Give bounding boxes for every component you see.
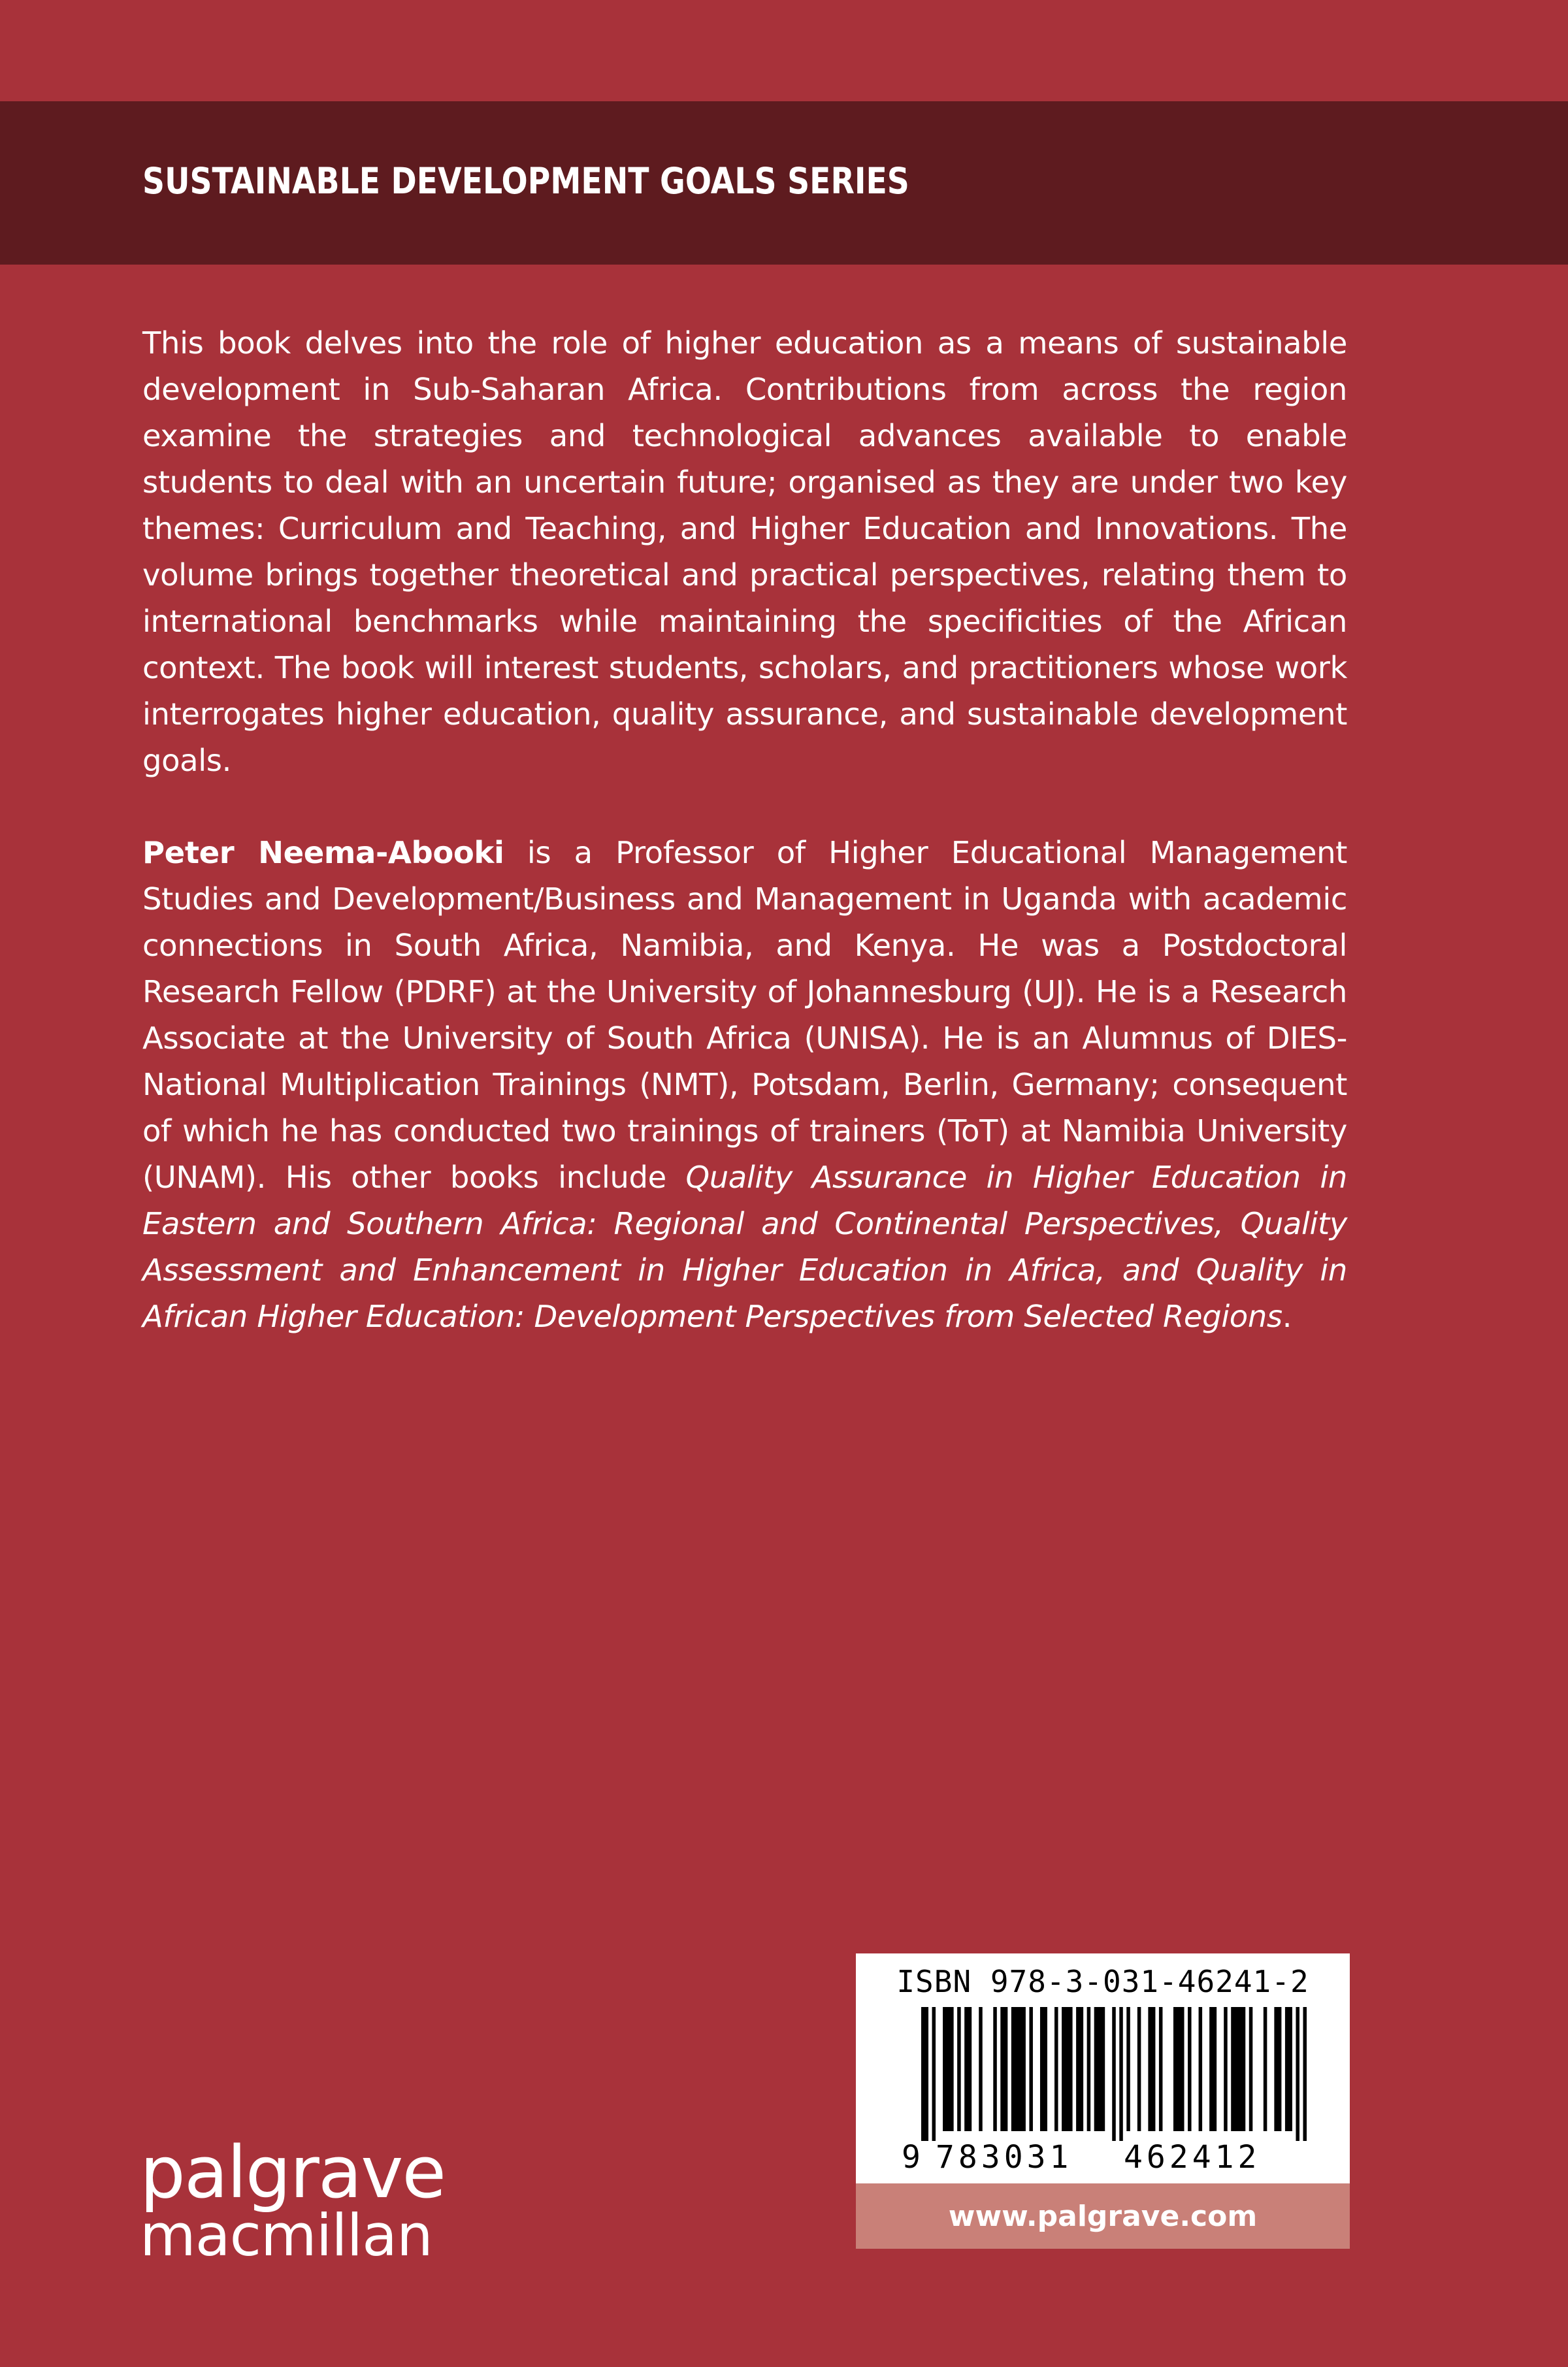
barcode-bar	[1011, 2007, 1026, 2131]
book-description: This book delves into the role of higher education as a means of sustainable development in Sub-Saharan Africa. Contributions from across the region examine the strategies and technological advances available to enable students to deal with an uncertain future; organised as they are under two key themes: Curriculum and Teaching, and Higher Education and Innovations. The volume brings together theoretical and practical perspectives, relating them to international benchmarks while maintaining the specificities of the African context. The book will interest students, scholars, and practitioners whose work interrogates higher education, quality assurance, and sustainable development goals.	[142, 325, 1347, 778]
barcode-bar	[932, 2007, 936, 2141]
barcode-bar	[1199, 2007, 1203, 2131]
bio-end: .	[1282, 1299, 1292, 1334]
barcode-bar	[964, 2007, 972, 2131]
barcode-bar	[1224, 2007, 1228, 2131]
barcode-bar	[1173, 2007, 1184, 2131]
barcode-bar	[979, 2007, 983, 2131]
barcode-bar	[1087, 2007, 1091, 2131]
barcode-bar	[1296, 2007, 1299, 2141]
barcode-bar	[1062, 2007, 1073, 2131]
barcode-bar	[1303, 2007, 1307, 2141]
barcode-bar	[1264, 2007, 1267, 2131]
barcode-bar	[1231, 2007, 1245, 2131]
barcode-bar	[1148, 2007, 1155, 2131]
barcode-bar	[1112, 2007, 1116, 2141]
series-title: SUSTAINABLE DEVELOPMENT GOALS SERIES	[142, 160, 909, 202]
barcode-digit-first: 9	[902, 2139, 921, 2176]
barcode-bar	[1094, 2007, 1105, 2131]
barcode-bar	[1000, 2007, 1007, 2131]
barcode-bar	[1249, 2007, 1253, 2131]
isbn-label: ISBN 978-3-031-46241-2	[896, 1964, 1309, 1999]
barcode-bar	[921, 2007, 928, 2141]
barcode-bar	[1029, 2007, 1033, 2131]
author-bio	[142, 830, 1347, 1340]
barcode-digits-left: 783031	[936, 2139, 1073, 2176]
barcode-bar	[1188, 2007, 1192, 2131]
barcode-bar	[1040, 2007, 1047, 2131]
barcode-bar	[1274, 2007, 1281, 2131]
barcode-bar	[1054, 2007, 1058, 2131]
barcode-bar	[1076, 2007, 1083, 2131]
barcode-bar	[993, 2007, 997, 2131]
isbn-barcode	[856, 1953, 1350, 2183]
author-name: Peter Neema-Abooki	[142, 835, 504, 870]
publisher-logo-line1: palgrave	[140, 2130, 446, 2214]
barcode-bar	[1126, 2007, 1130, 2131]
barcode-graphic	[921, 2007, 1307, 2141]
barcode-bar	[957, 2007, 961, 2131]
barcode-bar	[943, 2007, 954, 2131]
barcode-bar	[1285, 2007, 1292, 2131]
barcode-bar	[1159, 2007, 1163, 2131]
barcode-digits-right: 462412	[1124, 2139, 1261, 2176]
author-bio-text: is a Professor of Higher Educational Management Studies and Development/Business and Management in Uganda with academic connections in South Africa, Namibia, and Kenya. He was a Postdoctoral Research Fellow (PDRF) at the University of Johannesburg (UJ). He is a Research Associate at the University of South Africa (UNISA). He is an Alumnus of DIES-National Multiplication Trainings (NMT), Potsdam, Berlin, Germany; consequent of which he has conducted two trainings of trainers (ToT) at Namibia University (UNAM). His other books include	[142, 835, 1347, 1195]
barcode-bar	[1209, 2007, 1217, 2131]
barcode-bar	[1119, 2007, 1123, 2141]
other-books-list: Quality Assurance in Higher Education in Eastern and Southern Africa: Regional and Continental Perspectives, Quality Assessment and Enhancement in Higher Education in Africa, and Quality in African Higher Education: Development Perspectives from Selected Regions	[142, 1160, 1348, 1334]
publisher-website[interactable]: www.palgrave.com	[856, 2183, 1350, 2249]
barcode-bar	[1137, 2007, 1141, 2131]
publisher-logo	[140, 2130, 446, 2269]
barcode-digits	[856, 2138, 1350, 2177]
barcode-bars	[921, 2007, 1307, 2141]
publisher-logo-line2: macmillan	[140, 2202, 433, 2269]
